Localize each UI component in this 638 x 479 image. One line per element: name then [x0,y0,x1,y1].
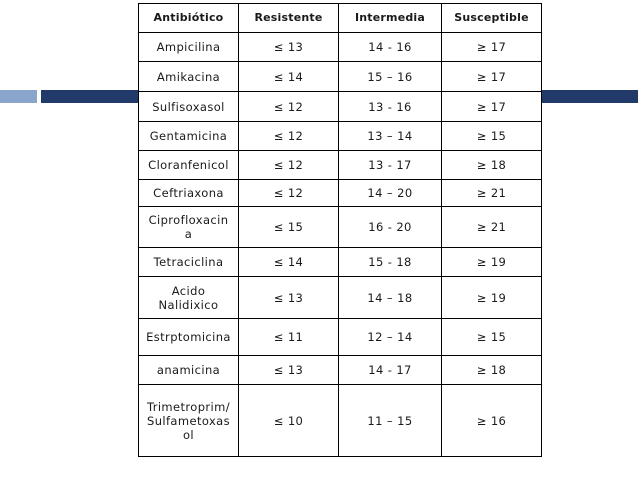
antibiotic-name: Ciprofloxacin a [139,207,239,248]
header-intermedia: Intermedia [339,4,442,33]
resistente-value: ≤ 13 [239,356,339,385]
resistente-value: ≤ 12 [239,122,339,151]
intermedia-value: 14 - 17 [339,356,442,385]
susceptible-value: ≥ 17 [442,33,542,62]
antibiotic-name: Tetraciclina [139,248,239,277]
header-susceptible: Susceptible [442,4,542,33]
resistente-value: ≤ 10 [239,385,339,457]
antibiotic-name: Trimetroprim/ Sulfametoxas ol [139,385,239,457]
susceptible-value: ≥ 17 [442,62,542,92]
susceptible-value: ≥ 17 [442,92,542,122]
table-row [139,248,542,277]
resistente-value: ≤ 11 [239,319,339,356]
susceptible-value: ≥ 16 [442,385,542,457]
resistente-value: ≤ 13 [239,277,339,319]
antibiotic-name: Ceftriaxona [139,180,239,207]
table-row [139,122,542,151]
intermedia-value: 11 – 15 [339,385,442,457]
resistente-value: ≤ 13 [239,33,339,62]
intermedia-value: 16 - 20 [339,207,442,248]
antibiotic-name: anamicina [139,356,239,385]
susceptible-value: ≥ 18 [442,356,542,385]
susceptible-value: ≥ 21 [442,207,542,248]
susceptible-value: ≥ 19 [442,277,542,319]
intermedia-value: 14 - 16 [339,33,442,62]
table-row [139,151,542,180]
antibiotic-name: Amikacina [139,62,239,92]
header-resistente: Resistente [239,4,339,33]
decorative-band-dark-right [541,90,638,103]
intermedia-value: 13 - 17 [339,151,442,180]
table-row [139,277,542,319]
table-row [139,207,542,248]
resistente-value: ≤ 14 [239,248,339,277]
intermedia-value: 15 - 18 [339,248,442,277]
resistente-value: ≤ 15 [239,207,339,248]
resistente-value: ≤ 14 [239,62,339,92]
table-row [139,62,542,92]
intermedia-value: 14 – 18 [339,277,442,319]
table-header-row [139,4,542,33]
resistente-value: ≤ 12 [239,151,339,180]
header-antibiotico: Antibiótico [139,4,239,33]
decorative-band-dark-left [41,90,138,103]
antibiotic-name: Cloranfenicol [139,151,239,180]
table-row [139,180,542,207]
susceptible-value: ≥ 21 [442,180,542,207]
table-row [139,385,542,457]
susceptible-value: ≥ 19 [442,248,542,277]
susceptible-value: ≥ 15 [442,319,542,356]
antibiotic-name: Gentamicina [139,122,239,151]
antibiotic-breakpoint-table [138,3,542,457]
antibiotic-name: Sulfisoxasol [139,92,239,122]
table-row [139,92,542,122]
resistente-value: ≤ 12 [239,92,339,122]
antibiotic-name: Estrptomicina [139,319,239,356]
intermedia-value: 13 - 16 [339,92,442,122]
antibiotic-name: Ampicilina [139,33,239,62]
intermedia-value: 15 – 16 [339,62,442,92]
antibiotic-name: Acido Nalidixico [139,277,239,319]
resistente-value: ≤ 12 [239,180,339,207]
intermedia-value: 13 – 14 [339,122,442,151]
intermedia-value: 14 – 20 [339,180,442,207]
susceptible-value: ≥ 15 [442,122,542,151]
decorative-band-light [0,90,37,103]
table-row [139,356,542,385]
intermedia-value: 12 – 14 [339,319,442,356]
table-row [139,319,542,356]
susceptible-value: ≥ 18 [442,151,542,180]
table-row [139,33,542,62]
